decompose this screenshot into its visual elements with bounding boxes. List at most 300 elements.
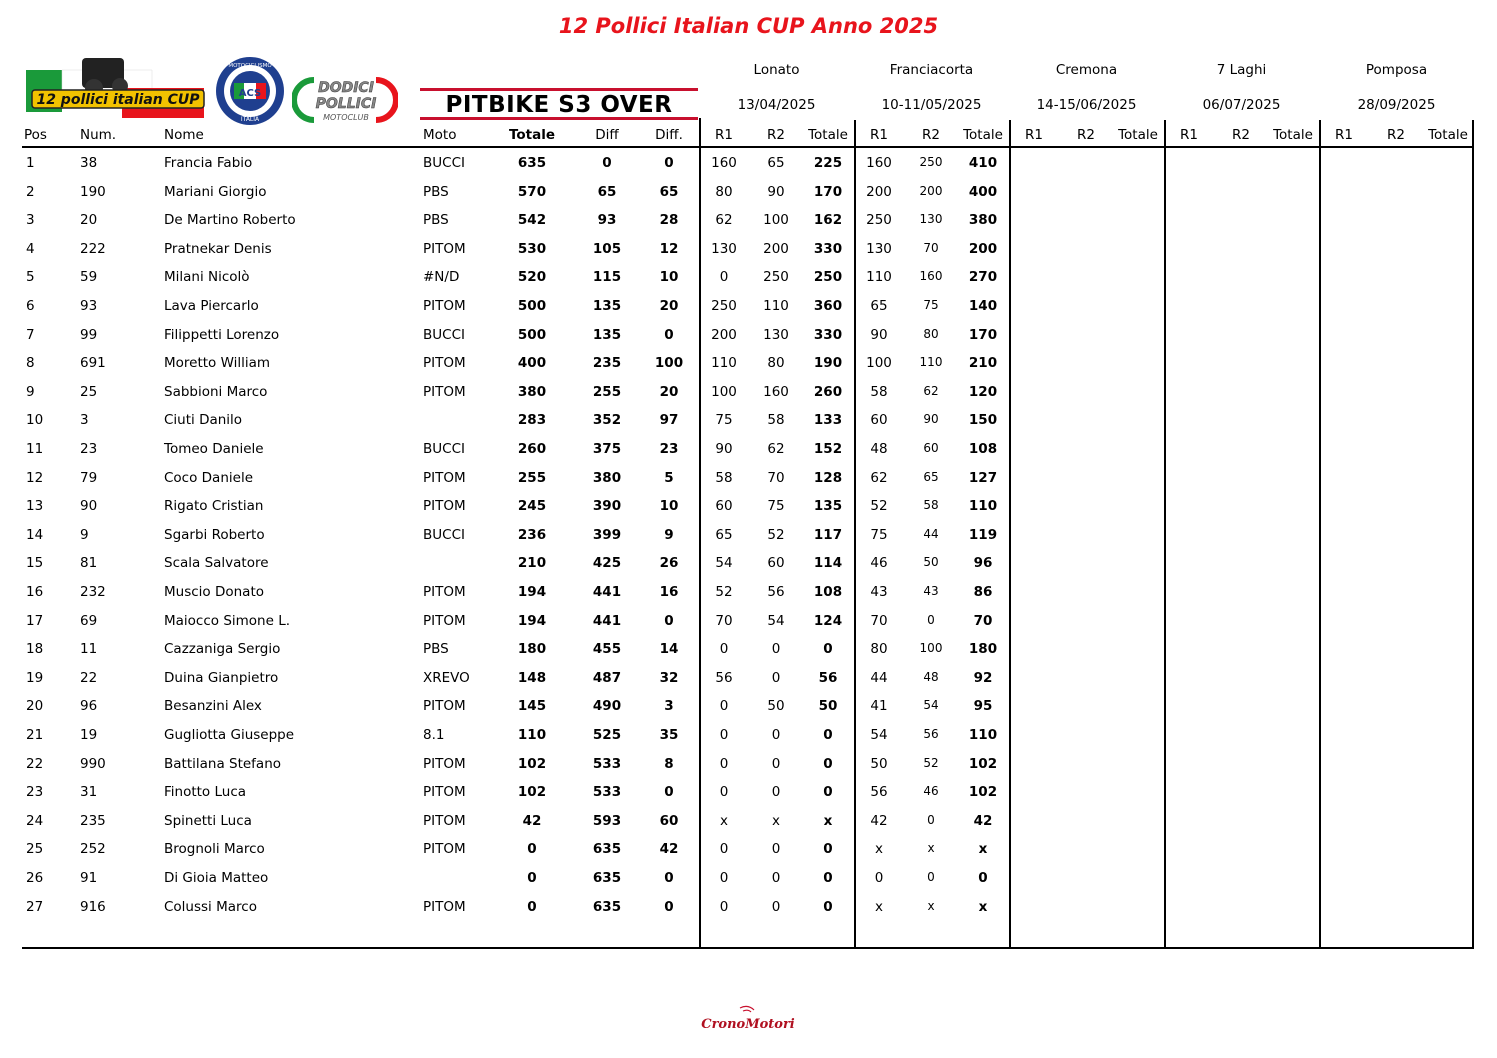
row-diff: 635 — [592, 870, 622, 886]
category-title: PITBIKE S3 OVER — [420, 88, 698, 120]
row-r2: 80 — [767, 355, 785, 372]
row-round-totale: 108 — [813, 584, 843, 600]
row-num: 916 — [80, 898, 106, 915]
row-r1: 90 — [870, 326, 888, 343]
row-r2: 250 — [919, 155, 943, 169]
row-round-totale: 114 — [813, 555, 843, 572]
row-r1: 130 — [866, 240, 892, 257]
row-r1: 0 — [874, 870, 884, 886]
row-r1: 110 — [866, 269, 892, 286]
header-r2: R2 — [1077, 127, 1095, 143]
row-round-totale: 140 — [968, 298, 998, 314]
row-nome: Maiocco Simone L. — [164, 612, 291, 629]
row-diff2: 12 — [659, 240, 679, 257]
row-r1: 250 — [711, 298, 737, 314]
row-totale: 570 — [517, 183, 547, 200]
row-diff: 65 — [597, 183, 617, 200]
row-diff: 441 — [592, 584, 622, 600]
row-r1: x — [875, 841, 883, 858]
row-totale: 236 — [517, 526, 547, 543]
club-emblem-logo — [214, 55, 286, 127]
row-r2: 48 — [923, 669, 939, 684]
header-round-totale: Totale — [808, 127, 848, 143]
row-r1: x — [875, 898, 883, 915]
row-num: 20 — [80, 212, 98, 229]
row-diff2: 97 — [659, 412, 679, 429]
row-round-totale: 70 — [973, 612, 993, 629]
row-diff2: 60 — [659, 812, 679, 829]
row-r2: 0 — [771, 755, 781, 772]
header-r2: R2 — [767, 127, 785, 143]
venue-name: Franciacorta — [889, 62, 974, 78]
svg-text:MOTOCLUB: MOTOCLUB — [323, 113, 369, 122]
row-nome: Pratnekar Denis — [164, 240, 272, 257]
row-diff: 455 — [592, 641, 622, 658]
row-diff: 235 — [592, 355, 622, 372]
row-round-totale: 162 — [813, 212, 843, 229]
row-r2: 110 — [763, 298, 789, 314]
venue-date: 28/09/2025 — [1357, 97, 1436, 113]
row-moto: PITOM — [423, 812, 466, 829]
row-r2: 250 — [763, 269, 789, 286]
row-r1: 0 — [719, 698, 729, 715]
row-num: 90 — [80, 498, 98, 515]
row-r2: 54 — [767, 612, 785, 629]
row-diff: 93 — [597, 212, 617, 229]
row-totale: 400 — [517, 355, 547, 372]
header-round-totale: Totale — [1428, 127, 1468, 143]
row-round-totale: 135 — [813, 498, 843, 515]
header-r1: R1 — [1335, 127, 1353, 143]
row-num: 79 — [80, 469, 98, 486]
group-divider — [1472, 120, 1474, 949]
row-diff: 380 — [592, 469, 622, 486]
dodici-pollici-logo — [292, 76, 398, 124]
row-pos: 3 — [26, 212, 35, 229]
row-round-totale: 250 — [813, 269, 843, 286]
row-nome: Tomeo Daniele — [164, 441, 264, 457]
row-diff2: 100 — [654, 355, 684, 372]
svg-text:DODICI: DODICI — [318, 80, 374, 96]
row-r1: 54 — [870, 727, 888, 743]
header-pos: Pos — [24, 127, 47, 143]
row-moto: 8.1 — [423, 727, 445, 743]
row-r1: 90 — [715, 441, 733, 457]
row-pos: 5 — [26, 269, 35, 286]
row-round-totale: 0 — [823, 870, 833, 886]
row-diff: 635 — [592, 841, 622, 858]
row-r2: 0 — [771, 898, 781, 915]
row-num: 222 — [80, 240, 106, 257]
row-round-totale: 380 — [968, 212, 998, 229]
row-nome: Cazzaniga Sergio — [164, 641, 281, 658]
row-round-totale: 0 — [978, 870, 988, 886]
row-r2: 60 — [767, 555, 785, 572]
venue-name: Lonato — [753, 62, 800, 78]
venue-name: Cremona — [1055, 62, 1118, 78]
row-moto: XREVO — [423, 669, 470, 686]
row-num: 81 — [80, 555, 98, 572]
row-num: 99 — [80, 326, 98, 343]
row-round-totale: 0 — [823, 641, 833, 658]
header-totale: Totale — [508, 127, 556, 143]
row-num: 59 — [80, 269, 98, 286]
row-num: 69 — [80, 612, 98, 629]
row-r1: 0 — [719, 898, 729, 915]
cup-logo — [22, 52, 208, 122]
row-moto: BUCCI — [423, 441, 465, 457]
row-r2: 70 — [767, 469, 785, 486]
row-r1: 0 — [719, 870, 729, 886]
row-num: 23 — [80, 441, 98, 457]
row-pos: 23 — [26, 784, 44, 801]
row-totale: 0 — [527, 898, 537, 915]
header-moto: Moto — [423, 127, 457, 143]
row-diff: 425 — [592, 555, 622, 572]
row-totale: 110 — [517, 727, 547, 743]
venue-name: Pomposa — [1365, 62, 1428, 78]
header-r1: R1 — [870, 127, 888, 143]
row-round-totale: 133 — [813, 412, 843, 429]
row-totale: 0 — [527, 870, 537, 886]
row-round-totale: 190 — [813, 355, 843, 372]
page-title: 12 Pollici Italian CUP Anno 2025 — [558, 14, 939, 38]
row-nome: Duina Gianpietro — [164, 669, 279, 686]
row-r1: 50 — [870, 755, 888, 772]
row-round-totale: 150 — [968, 412, 998, 429]
row-r2: 62 — [767, 441, 785, 457]
row-totale: 148 — [517, 669, 547, 686]
row-r1: 80 — [870, 641, 888, 658]
row-r2: 100 — [919, 641, 943, 656]
row-r1: 41 — [870, 698, 888, 715]
row-diff2: 0 — [664, 612, 674, 629]
row-r1: 0 — [719, 727, 729, 743]
row-r2: 65 — [767, 155, 785, 171]
row-diff2: 35 — [659, 727, 679, 743]
row-r2: 58 — [923, 498, 939, 513]
header-r1: R1 — [1180, 127, 1198, 143]
row-num: 38 — [80, 155, 98, 171]
row-moto: PITOM — [423, 612, 466, 629]
header-r2: R2 — [1387, 127, 1405, 143]
row-moto: PITOM — [423, 298, 466, 314]
row-diff: 593 — [592, 812, 622, 829]
row-r1: 56 — [870, 784, 888, 801]
row-round-totale: 124 — [813, 612, 843, 629]
row-r2: 200 — [919, 183, 943, 198]
header-num: Num. — [80, 127, 117, 143]
row-r2: 50 — [767, 698, 785, 715]
row-moto: PBS — [423, 641, 449, 658]
venue-date: 14-15/06/2025 — [1036, 97, 1137, 113]
row-r2: 90 — [923, 412, 939, 427]
row-r2: 200 — [763, 240, 789, 257]
row-diff: 352 — [592, 412, 622, 429]
row-nome: Besanzini Alex — [164, 698, 262, 715]
row-r2: 43 — [923, 584, 939, 598]
row-diff2: 8 — [664, 755, 674, 772]
group-divider — [1319, 120, 1321, 949]
row-totale: 530 — [517, 240, 547, 257]
row-pos: 19 — [26, 669, 44, 686]
row-num: 252 — [80, 841, 106, 858]
row-moto: PITOM — [423, 755, 466, 772]
row-r2: 0 — [771, 669, 781, 686]
venue-date: 10-11/05/2025 — [881, 97, 982, 113]
row-round-totale: 152 — [813, 441, 843, 457]
row-r1: 42 — [870, 812, 888, 829]
row-round-totale: 128 — [813, 469, 843, 486]
row-diff: 115 — [592, 269, 622, 286]
row-moto: PBS — [423, 183, 449, 200]
row-round-totale: 42 — [973, 812, 993, 829]
row-round-totale: 108 — [968, 441, 998, 457]
row-r1: 200 — [866, 183, 892, 200]
row-diff: 525 — [592, 727, 622, 743]
row-diff: 533 — [592, 755, 622, 772]
row-r1: 110 — [711, 355, 737, 372]
row-totale: 102 — [517, 755, 547, 772]
row-round-totale: 260 — [813, 383, 843, 400]
row-r1: 58 — [870, 383, 888, 400]
row-moto: PITOM — [423, 784, 466, 801]
row-round-totale: x — [823, 812, 833, 829]
row-r1: 62 — [870, 469, 888, 486]
row-totale: 245 — [517, 498, 547, 515]
row-round-totale: 95 — [973, 698, 993, 715]
row-r1: 100 — [711, 383, 737, 400]
row-diff2: 0 — [664, 898, 674, 915]
row-round-totale: 170 — [813, 183, 843, 200]
header-r2: R2 — [922, 127, 940, 143]
row-nome: Filippetti Lorenzo — [164, 326, 280, 343]
row-diff: 399 — [592, 526, 622, 543]
row-moto: #N/D — [423, 269, 460, 286]
row-totale: 520 — [517, 269, 547, 286]
row-totale: 542 — [517, 212, 547, 229]
row-r2: 160 — [919, 269, 943, 284]
row-pos: 27 — [26, 898, 44, 915]
row-pos: 26 — [26, 870, 44, 886]
venue-name: 7 Laghi — [1216, 62, 1267, 78]
row-r1: 75 — [870, 526, 888, 543]
row-round-totale: 117 — [813, 526, 843, 543]
venue-date: 06/07/2025 — [1202, 97, 1281, 113]
row-num: 93 — [80, 298, 98, 314]
row-pos: 7 — [26, 326, 35, 343]
row-nome: Di Gioia Matteo — [164, 870, 269, 886]
row-pos: 22 — [26, 755, 44, 772]
group-divider — [1164, 120, 1166, 949]
row-nome: Coco Daniele — [164, 469, 253, 486]
row-round-totale: 0 — [823, 727, 833, 743]
row-r2: 60 — [923, 441, 939, 455]
row-num: 22 — [80, 669, 98, 686]
row-pos: 14 — [26, 526, 44, 543]
row-round-totale: 0 — [823, 755, 833, 772]
row-r2: 0 — [771, 727, 781, 743]
row-diff2: 20 — [659, 298, 679, 314]
row-moto: PITOM — [423, 383, 466, 400]
header-round-totale: Totale — [1118, 127, 1158, 143]
header-nome: Nome — [164, 127, 204, 143]
row-nome: Colussi Marco — [164, 898, 257, 915]
row-moto: BUCCI — [423, 155, 465, 171]
row-diff: 533 — [592, 784, 622, 801]
svg-text:CronoMotori: CronoMotori — [701, 1017, 795, 1032]
row-totale: 0 — [527, 841, 537, 858]
row-round-totale: 0 — [823, 898, 833, 915]
row-num: 91 — [80, 870, 98, 886]
row-r1: 0 — [719, 269, 729, 286]
row-diff: 135 — [592, 326, 622, 343]
row-r1: 60 — [870, 412, 888, 429]
header-r1: R1 — [1025, 127, 1043, 143]
row-num: 25 — [80, 383, 98, 400]
row-nome: Moretto William — [164, 355, 271, 372]
row-r1: 52 — [715, 584, 733, 600]
row-r2: 46 — [923, 784, 939, 799]
row-r1: 54 — [715, 555, 733, 572]
row-round-totale: 180 — [968, 641, 998, 658]
row-r1: 65 — [715, 526, 733, 543]
row-r2: 0 — [927, 870, 935, 884]
row-nome: De Martino Roberto — [164, 212, 296, 229]
row-pos: 10 — [26, 412, 44, 429]
row-moto: PITOM — [423, 498, 466, 515]
header-r1: R1 — [715, 127, 733, 143]
row-diff: 635 — [592, 898, 622, 915]
row-r2: 70 — [923, 240, 939, 255]
row-pos: 25 — [26, 841, 44, 858]
row-num: 235 — [80, 812, 106, 829]
row-r2: 80 — [923, 326, 939, 341]
row-r1: 65 — [870, 298, 888, 314]
row-r1: 160 — [866, 155, 892, 171]
row-round-totale: 210 — [968, 355, 998, 372]
row-r1: 0 — [719, 641, 729, 658]
row-diff: 390 — [592, 498, 622, 515]
row-r1: 200 — [711, 326, 737, 343]
row-nome: Muscio Donato — [164, 584, 264, 600]
row-diff2: 10 — [659, 269, 679, 286]
venue-date: 13/04/2025 — [737, 97, 816, 113]
row-totale: 180 — [517, 641, 547, 658]
row-r2: 56 — [923, 727, 939, 741]
svg-text:12 pollici italian CUP: 12 pollici italian CUP — [36, 92, 200, 108]
row-r1: 62 — [715, 212, 733, 229]
row-pos: 15 — [26, 555, 44, 572]
row-num: 3 — [80, 412, 89, 429]
row-totale: 145 — [517, 698, 547, 715]
row-num: 232 — [80, 584, 106, 600]
row-round-totale: 102 — [968, 755, 998, 772]
row-diff2: 16 — [659, 584, 679, 600]
row-round-totale: 50 — [818, 698, 838, 715]
header-diff: Diff — [595, 127, 619, 143]
row-round-totale: 120 — [968, 383, 998, 400]
row-round-totale: 170 — [968, 326, 998, 343]
row-round-totale: 127 — [968, 469, 998, 486]
row-pos: 9 — [26, 383, 35, 400]
row-diff: 105 — [592, 240, 622, 257]
row-nome: Finotto Luca — [164, 784, 247, 801]
row-r2: 100 — [763, 212, 789, 229]
row-r2: 130 — [919, 212, 943, 227]
row-nome: Sabbioni Marco — [164, 383, 268, 400]
row-totale: 635 — [517, 155, 547, 171]
header-round-totale: Totale — [1273, 127, 1313, 143]
row-r2: 56 — [767, 584, 785, 600]
row-round-totale: 270 — [968, 269, 998, 286]
row-num: 31 — [80, 784, 98, 801]
row-diff2: 5 — [664, 469, 674, 486]
cronomotori-logo — [700, 1004, 796, 1038]
row-round-totale: 360 — [813, 298, 843, 314]
row-totale: 255 — [517, 469, 547, 486]
row-r1: 48 — [870, 441, 888, 457]
row-nome: Milani Nicolò — [164, 269, 250, 286]
header-divider — [22, 146, 1474, 148]
row-pos: 21 — [26, 727, 44, 743]
row-diff2: 42 — [659, 841, 679, 858]
row-r2: 65 — [923, 469, 939, 484]
row-r2: 62 — [923, 383, 939, 398]
row-r2: 50 — [923, 555, 939, 570]
row-round-totale: 410 — [968, 155, 998, 171]
row-round-totale: 0 — [823, 841, 833, 858]
row-round-totale: 92 — [973, 669, 993, 686]
row-pos: 16 — [26, 584, 44, 600]
row-r1: 70 — [870, 612, 888, 629]
row-round-totale: 330 — [813, 240, 843, 257]
row-pos: 1 — [26, 155, 35, 171]
svg-text:MOTOCICLISMO: MOTOCICLISMO — [228, 63, 272, 69]
row-pos: 2 — [26, 183, 35, 200]
row-r2: x — [927, 898, 935, 913]
row-diff2: 23 — [659, 441, 679, 457]
row-diff2: 26 — [659, 555, 679, 572]
header-diff2: Diff. — [655, 127, 683, 143]
row-moto: PBS — [423, 212, 449, 229]
row-totale: 194 — [517, 584, 547, 600]
row-r2: x — [772, 812, 780, 829]
row-pos: 6 — [26, 298, 35, 314]
row-diff2: 3 — [664, 698, 674, 715]
row-diff: 487 — [592, 669, 622, 686]
row-diff: 135 — [592, 298, 622, 314]
row-diff2: 0 — [664, 155, 674, 171]
row-diff2: 65 — [659, 183, 679, 200]
row-num: 11 — [80, 641, 98, 658]
svg-text:ITALIA: ITALIA — [240, 116, 260, 123]
row-nome: Ciuti Danilo — [164, 412, 243, 429]
row-r1: 52 — [870, 498, 888, 515]
row-r1: 160 — [711, 155, 737, 171]
row-round-totale: 102 — [968, 784, 998, 801]
row-diff2: 14 — [659, 641, 679, 658]
row-r1: 250 — [866, 212, 892, 229]
row-diff: 490 — [592, 698, 622, 715]
row-r2: 75 — [767, 498, 785, 515]
row-r2: 0 — [771, 784, 781, 801]
row-r1: 46 — [870, 555, 888, 572]
row-r2: 110 — [919, 355, 943, 370]
row-num: 19 — [80, 727, 98, 743]
row-r1: 60 — [715, 498, 733, 515]
row-r1: 0 — [719, 784, 729, 801]
